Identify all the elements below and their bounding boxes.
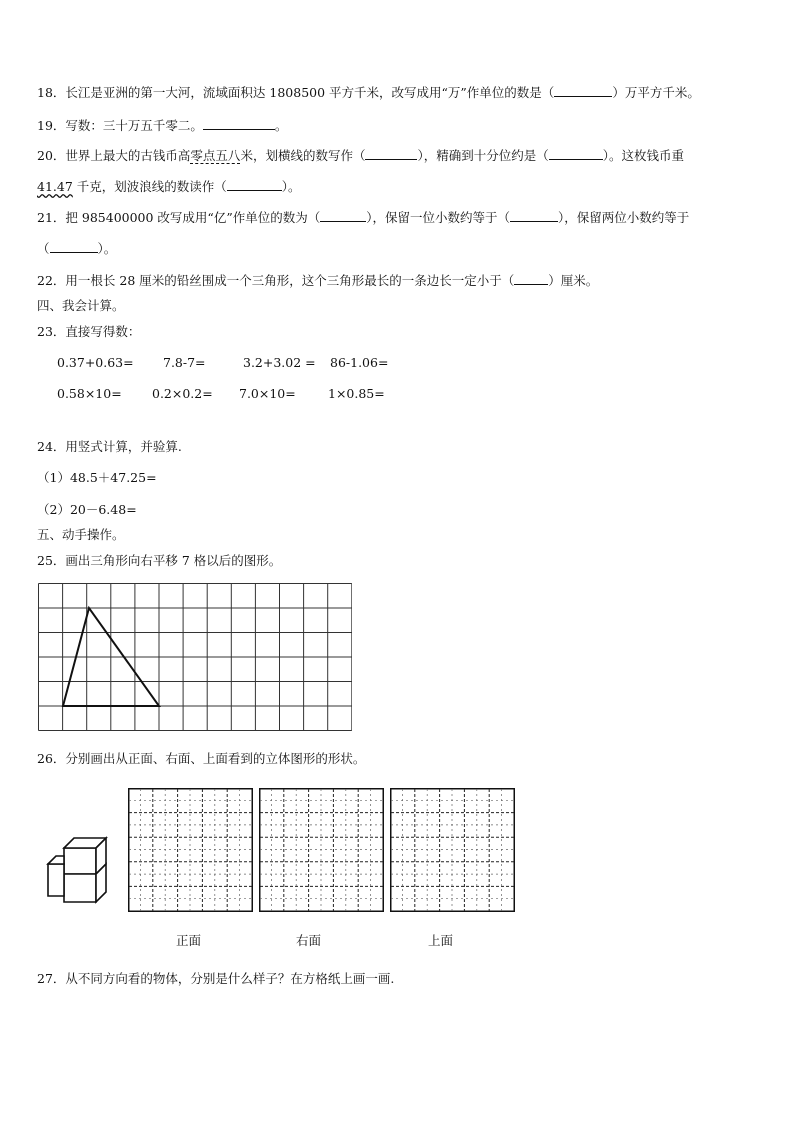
question-21-line-2: [37, 240, 116, 257]
q20-blank-3[interactable]: [227, 178, 282, 191]
q21-text-3: ），保留两位小数约等于: [557, 210, 690, 225]
q20-underlined-number: 零点五八: [190, 148, 241, 163]
q25-grid-with-triangle[interactable]: [38, 583, 352, 733]
cube-stack-figure: [44, 830, 124, 910]
grid-border: [391, 789, 515, 912]
q23-item: 3.2+3.02 =: [243, 355, 316, 370]
q19-text-end: 。: [274, 118, 288, 133]
q20-blank-1[interactable]: [365, 147, 417, 160]
grid-border: [129, 789, 253, 912]
right-view-grid[interactable]: [259, 788, 384, 912]
front-view-grid[interactable]: [128, 788, 253, 912]
q21-blank-3[interactable]: [50, 240, 98, 253]
q20-text-3: ），精确到十分位约是（: [417, 148, 549, 163]
label-front: 正面: [176, 933, 202, 948]
top-view-grid[interactable]: [390, 788, 515, 912]
q26-title: 26．分别画出从正面、右面、上面看到的立体图形的形状。: [37, 751, 366, 766]
q22-text-end: ）厘米。: [548, 273, 599, 288]
q18-answer-blank[interactable]: [554, 84, 612, 97]
q23-item: 86-1.06=: [330, 355, 389, 370]
q20-text-5: 千克，划波浪线的数读作（: [72, 179, 227, 194]
q20-text: 20．世界上最大的古钱币高: [37, 148, 191, 163]
q25-title: 25．画出三角形向右平移 7 格以后的图形。: [37, 553, 282, 568]
q21-blank-1[interactable]: [320, 209, 366, 222]
question-18: [37, 84, 700, 101]
q18-text: 18．长江是亚洲的第一大河，流域面积达 1808500 平方千米，改写成用“万”作单位的数是（: [37, 85, 555, 100]
q27-title: 27．从不同方向看的物体，分别是什么样子？在方格纸上画一画.: [37, 971, 395, 986]
q23-item: 0.58×10=: [57, 386, 122, 401]
q20-blank-2[interactable]: [549, 147, 603, 160]
q23-item: 0.37+0.63=: [57, 355, 134, 370]
question-20: [37, 147, 684, 164]
q24-part-1: （1）48.5＋47.25=: [37, 470, 157, 485]
q20-text-4: ）。这枚钱币重: [602, 148, 684, 163]
q23-item: 7.8-7=: [163, 355, 206, 370]
q20-text-6: ）。: [281, 179, 301, 194]
q21-blank-2[interactable]: [510, 209, 558, 222]
q23-title: 23．直接写得数：: [37, 324, 141, 339]
question-22: [37, 272, 598, 289]
q24-part-2: （2）20－6.48=: [37, 502, 137, 517]
q22-blank[interactable]: [514, 272, 548, 285]
q20-text-2: 米，划横线的数写作（: [240, 148, 366, 163]
q23-item: 7.0×10=: [239, 386, 296, 401]
label-top: 上面: [428, 933, 454, 948]
q23-item: 1×0.85=: [328, 386, 385, 401]
question-21: [37, 209, 689, 226]
section-4-heading: 四、我会计算。: [37, 298, 125, 313]
section-5-heading: 五、动手操作。: [37, 527, 125, 542]
label-right: 右面: [296, 933, 322, 948]
question-20-line-2: [37, 178, 301, 195]
q22-text: 22．用一根长 28 厘米的铅丝围成一个三角形，这个三角形最长的一条边长一定小于（: [37, 273, 515, 288]
q23-item: 0.2×0.2=: [152, 386, 213, 401]
q19-text: 19．写数：三十万五千零二。: [37, 118, 203, 133]
q19-answer-blank[interactable]: [203, 117, 275, 130]
grid-border: [260, 789, 384, 912]
q20-wavy-number: 41.47: [37, 179, 73, 194]
question-19: [37, 117, 287, 134]
q21-text-2: ），保留一位小数约等于（: [366, 210, 510, 225]
q21-text-4: （: [37, 241, 50, 256]
q21-text: 21．把 985400000 改写成用“亿”作单位的数为（: [37, 210, 321, 225]
q21-text-5: ）。: [97, 241, 117, 256]
q18-text-end: ）万平方千米。: [612, 85, 700, 100]
q24-title: 24．用竖式计算，并验算.: [37, 439, 182, 454]
